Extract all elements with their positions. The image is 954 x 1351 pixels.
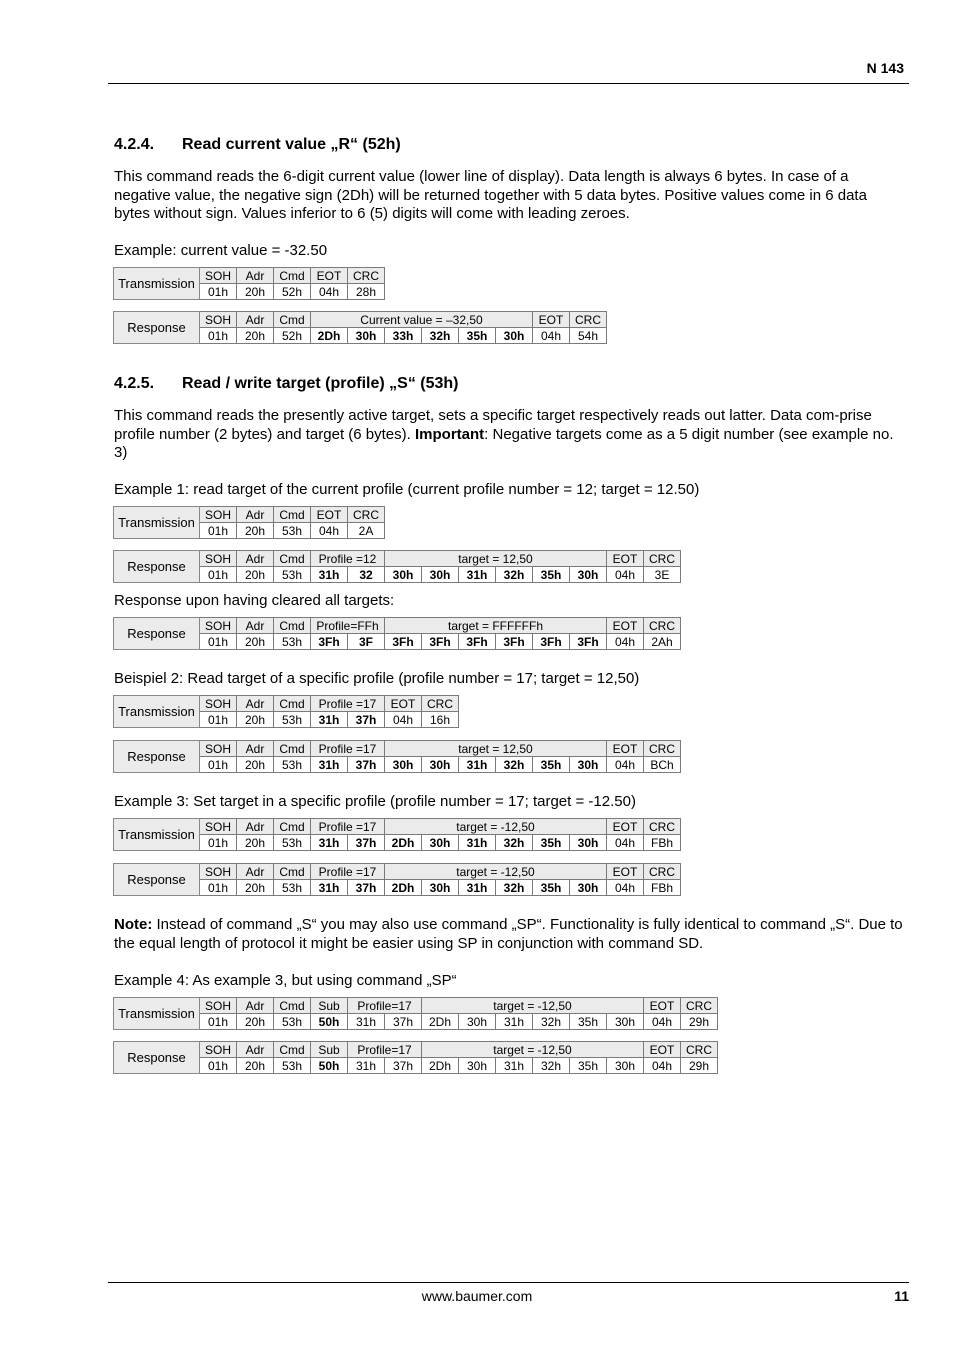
value-cell: 32h <box>496 835 533 851</box>
section-s-body <box>114 407 906 463</box>
value-cell: 04h <box>607 880 644 896</box>
header-cell: EOT <box>607 864 644 880</box>
header-cell: Cmd <box>274 864 311 880</box>
body-emphasis: Important <box>414 425 485 443</box>
header-cell: SOH <box>200 998 237 1014</box>
header-cell: Profile=FFh <box>311 618 385 634</box>
value-cell: 31h <box>496 1014 533 1030</box>
value-cell: 31h <box>348 1058 385 1074</box>
value-cell: 20h <box>237 523 274 539</box>
ex1-transmission-table <box>113 506 385 539</box>
value-cell: 29h <box>681 1058 718 1074</box>
header-cell: Adr <box>237 1042 274 1058</box>
header-cell: EOT <box>607 741 644 757</box>
value-cell: 53h <box>274 835 311 851</box>
row-label: Response <box>114 312 200 344</box>
value-cell: 2Dh <box>385 880 422 896</box>
section-number: 4.2.5. <box>114 375 155 392</box>
header-cell: SOH <box>200 312 237 328</box>
value-cell: 35h <box>533 880 570 896</box>
value-cell: 04h <box>311 523 348 539</box>
value-cell: FBh <box>644 835 681 851</box>
value-cell: 30h <box>422 567 459 583</box>
body-text: This command reads the presently active target, sets a specific target respectively reads out latter. Data com-prise profile number (2 bytes) and target (6 bytes). <box>114 407 872 443</box>
value-cell: 3Fh <box>385 634 422 650</box>
value-cell: 30h <box>570 757 607 773</box>
value-cell: 53h <box>274 567 311 583</box>
value-cell: 20h <box>237 1058 274 1074</box>
section-number: 4.2.4. <box>114 136 155 153</box>
header-cell: Cmd <box>274 551 311 567</box>
value-cell: FBh <box>644 880 681 896</box>
header-cell: SOH <box>200 507 237 523</box>
header-cell: SOH <box>200 551 237 567</box>
value-cell: 04h <box>385 712 422 728</box>
section-r-example: Example: current value = -32.50 <box>114 242 328 259</box>
ex1-response-table <box>113 550 681 583</box>
r-response-table <box>113 311 607 344</box>
header-cell: Adr <box>237 998 274 1014</box>
header-cell: EOT <box>311 268 348 284</box>
value-cell: 37h <box>348 757 385 773</box>
value-cell: 30h <box>570 567 607 583</box>
row-label: Transmission <box>114 819 200 851</box>
value-cell: 53h <box>274 712 311 728</box>
ex2-transmission-table <box>113 695 459 728</box>
value-cell: 20h <box>237 757 274 773</box>
body-text: : Negative targets come as a 5 digit number (see example no. 3) <box>114 425 894 461</box>
header-cell: EOT <box>607 618 644 634</box>
header-cell: CRC <box>644 618 681 634</box>
value-cell: 52h <box>274 328 311 344</box>
value-cell: 30h <box>422 757 459 773</box>
cleared-caption: Response upon having cleared all targets: <box>114 592 395 609</box>
example-3-caption: Example 3: Set target in a specific profile (profile number = 17; target = -12.50) <box>114 793 636 810</box>
row-label: Response <box>114 1042 200 1074</box>
ex4-response-table <box>113 1041 718 1074</box>
header-cell: Cmd <box>274 998 311 1014</box>
value-cell: 3Fh <box>459 634 496 650</box>
value-cell: 30h <box>570 880 607 896</box>
value-cell: 04h <box>533 328 570 344</box>
header-cell: CRC <box>644 819 681 835</box>
value-cell: 30h <box>607 1058 644 1074</box>
header-cell: Adr <box>237 312 274 328</box>
header-cell: SOH <box>200 696 237 712</box>
value-cell: 30h <box>385 757 422 773</box>
header-cell: EOT <box>644 1042 681 1058</box>
value-cell: 30h <box>570 835 607 851</box>
value-cell: 3Fh <box>422 634 459 650</box>
header-cell: EOT <box>607 819 644 835</box>
value-cell: 01h <box>200 1014 237 1030</box>
header-cell: Current value = –32,50 <box>311 312 533 328</box>
value-cell: 3F <box>348 634 385 650</box>
header-cell: Cmd <box>274 696 311 712</box>
value-cell: 31h <box>348 1014 385 1030</box>
header-cell: CRC <box>348 268 385 284</box>
ex3-transmission-table <box>113 818 681 851</box>
header-cell: Cmd <box>274 312 311 328</box>
value-cell: 37h <box>348 880 385 896</box>
value-cell: 54h <box>570 328 607 344</box>
header-cell: Profile =17 <box>311 819 385 835</box>
section-title: Read current value „R“ (52h) <box>182 136 401 153</box>
value-cell: 32h <box>533 1058 570 1074</box>
row-label: Transmission <box>114 998 200 1030</box>
value-cell: 3Fh <box>496 634 533 650</box>
header-cell: Cmd <box>274 741 311 757</box>
section-title: Read / write target (profile) „S“ (53h) <box>182 375 459 392</box>
value-cell: 20h <box>237 880 274 896</box>
value-cell: 33h <box>385 328 422 344</box>
header-cell: target = 12,50 <box>385 551 607 567</box>
header-cell: Adr <box>237 268 274 284</box>
value-cell: 35h <box>570 1058 607 1074</box>
value-cell: 30h <box>607 1014 644 1030</box>
value-cell: 32h <box>422 328 459 344</box>
value-cell: 30h <box>422 880 459 896</box>
example-1-caption: Example 1: read target of the current profile (current profile number = 12; target = 12.50) <box>114 481 700 498</box>
header-cell: Adr <box>237 819 274 835</box>
value-cell: 35h <box>533 757 570 773</box>
value-cell: 53h <box>274 1058 311 1074</box>
header-cell: Cmd <box>274 618 311 634</box>
value-cell: 3E <box>644 567 681 583</box>
section-heading-s <box>114 375 458 393</box>
value-cell: 53h <box>274 880 311 896</box>
header-cell: target = -12,50 <box>385 864 607 880</box>
value-cell: 04h <box>607 634 644 650</box>
value-cell: 30h <box>422 835 459 851</box>
value-cell: 35h <box>533 835 570 851</box>
section-r-body: This command reads the 6-digit current value (lower line of display). Data length is always 6 bytes. In case of a negative value, the negative sign (2Dh) will be returned together with 5 data bytes. Positive values come in 6 data bytes without sign. Values inferior to 6 (5) digits will come with leading zeroes. <box>114 168 867 222</box>
value-cell: 2Dh <box>422 1014 459 1030</box>
value-cell: 37h <box>348 712 385 728</box>
value-cell: 04h <box>311 284 348 300</box>
value-cell: 04h <box>607 567 644 583</box>
header-cell: Cmd <box>274 1042 311 1058</box>
value-cell: 31h <box>311 712 348 728</box>
header-cell: target = -12,50 <box>385 819 607 835</box>
value-cell: 2Ah <box>644 634 681 650</box>
value-cell: 20h <box>237 712 274 728</box>
value-cell: 30h <box>459 1014 496 1030</box>
header-cell: CRC <box>348 507 385 523</box>
value-cell: 01h <box>200 757 237 773</box>
row-label: Response <box>114 551 200 583</box>
value-cell: 2Dh <box>385 835 422 851</box>
header-cell: CRC <box>644 551 681 567</box>
header-cell: CRC <box>644 864 681 880</box>
value-cell: 30h <box>459 1058 496 1074</box>
page-number: 11 <box>894 1288 909 1304</box>
value-cell: 37h <box>385 1014 422 1030</box>
value-cell: 32h <box>496 757 533 773</box>
document-code: N 143 <box>866 60 904 76</box>
ex4-transmission-table <box>113 997 718 1030</box>
value-cell: 31h <box>496 1058 533 1074</box>
header-cell: Adr <box>237 551 274 567</box>
header-cell: Profile =17 <box>311 741 385 757</box>
header-cell: Sub <box>311 1042 348 1058</box>
value-cell: 20h <box>237 567 274 583</box>
cleared-response-table <box>113 617 681 650</box>
value-cell: 53h <box>274 523 311 539</box>
value-cell: 31h <box>311 880 348 896</box>
row-label: Response <box>114 741 200 773</box>
header-cell: SOH <box>200 1042 237 1058</box>
value-cell: 3Fh <box>570 634 607 650</box>
header-cell: EOT <box>311 507 348 523</box>
value-cell: 20h <box>237 835 274 851</box>
header-cell: Adr <box>237 507 274 523</box>
header-cell: CRC <box>681 998 718 1014</box>
header-cell: Cmd <box>274 819 311 835</box>
header-cell: CRC <box>644 741 681 757</box>
value-cell: 30h <box>348 328 385 344</box>
example-4-caption: Example 4: As example 3, but using command „SP“ <box>114 972 457 989</box>
note-paragraph <box>114 916 906 953</box>
header-cell: Profile=17 <box>348 1042 422 1058</box>
note-text: Instead of command „S“ you may also use command „SP“. Functionality is fully identical to command „S“. Due to the equal length of protocol it might be easier using SP in conjunction with command SD. <box>114 916 903 952</box>
value-cell: 52h <box>274 284 311 300</box>
value-cell: 01h <box>200 712 237 728</box>
header-cell: Profile =12 <box>311 551 385 567</box>
row-label: Transmission <box>114 507 200 539</box>
header-cell: CRC <box>681 1042 718 1058</box>
value-cell: 32 <box>348 567 385 583</box>
value-cell: 2A <box>348 523 385 539</box>
value-cell: 04h <box>607 835 644 851</box>
header-cell: SOH <box>200 819 237 835</box>
value-cell: 04h <box>644 1058 681 1074</box>
value-cell: 2Dh <box>422 1058 459 1074</box>
header-cell: EOT <box>607 551 644 567</box>
value-cell: 01h <box>200 567 237 583</box>
value-cell: BCh <box>644 757 681 773</box>
value-cell: 01h <box>200 835 237 851</box>
value-cell: 01h <box>200 328 237 344</box>
value-cell: 37h <box>348 835 385 851</box>
r-transmission-table <box>113 267 385 300</box>
value-cell: 31h <box>311 757 348 773</box>
row-label: Transmission <box>114 696 200 728</box>
header-cell: CRC <box>422 696 459 712</box>
section-heading-r <box>114 136 401 154</box>
value-cell: 53h <box>274 634 311 650</box>
header-cell: Profile =17 <box>311 696 385 712</box>
value-cell: 3Fh <box>311 634 348 650</box>
value-cell: 3Fh <box>533 634 570 650</box>
value-cell: 2Dh <box>311 328 348 344</box>
value-cell: 32h <box>496 567 533 583</box>
row-label: Response <box>114 864 200 896</box>
header-cell: Adr <box>237 741 274 757</box>
header-cell: Cmd <box>274 507 311 523</box>
ex2-response-table <box>113 740 681 773</box>
ex3-response-table <box>113 863 681 896</box>
value-cell: 32h <box>496 880 533 896</box>
value-cell: 31h <box>459 835 496 851</box>
value-cell: 04h <box>644 1014 681 1030</box>
value-cell: 31h <box>459 880 496 896</box>
value-cell: 01h <box>200 1058 237 1074</box>
value-cell: 20h <box>237 634 274 650</box>
value-cell: 50h <box>311 1014 348 1030</box>
value-cell: 20h <box>237 284 274 300</box>
value-cell: 01h <box>200 634 237 650</box>
header-cell: EOT <box>644 998 681 1014</box>
header-cell: Profile =17 <box>311 864 385 880</box>
value-cell: 20h <box>237 1014 274 1030</box>
footer-url: www.baumer.com <box>421 1288 533 1304</box>
value-cell: 01h <box>200 523 237 539</box>
header-cell: target = FFFFFFh <box>385 618 607 634</box>
note-label: Note: <box>114 916 153 933</box>
value-cell: 01h <box>200 284 237 300</box>
value-cell: 16h <box>422 712 459 728</box>
value-cell: 35h <box>533 567 570 583</box>
header-cell: target = -12,50 <box>422 998 644 1014</box>
header-cell: Adr <box>237 864 274 880</box>
header-cell: Adr <box>237 618 274 634</box>
value-cell: 29h <box>681 1014 718 1030</box>
header-rule <box>108 83 909 84</box>
header-cell: CRC <box>570 312 607 328</box>
value-cell: 53h <box>274 1014 311 1030</box>
header-cell: target = 12,50 <box>385 741 607 757</box>
value-cell: 53h <box>274 757 311 773</box>
value-cell: 20h <box>237 328 274 344</box>
header-cell: SOH <box>200 864 237 880</box>
row-label: Response <box>114 618 200 650</box>
header-cell: EOT <box>533 312 570 328</box>
value-cell: 37h <box>385 1058 422 1074</box>
example-2-caption: Beispiel 2: Read target of a specific profile (profile number = 17; target = 12,50) <box>114 670 640 687</box>
value-cell: 32h <box>533 1014 570 1030</box>
value-cell: 50h <box>311 1058 348 1074</box>
header-cell: Cmd <box>274 268 311 284</box>
value-cell: 31h <box>459 757 496 773</box>
value-cell: 31h <box>459 567 496 583</box>
value-cell: 31h <box>311 835 348 851</box>
value-cell: 35h <box>459 328 496 344</box>
header-cell: target = -12,50 <box>422 1042 644 1058</box>
value-cell: 30h <box>496 328 533 344</box>
value-cell: 28h <box>348 284 385 300</box>
header-cell: EOT <box>385 696 422 712</box>
header-cell: Profile=17 <box>348 998 422 1014</box>
header-cell: SOH <box>200 741 237 757</box>
value-cell: 30h <box>385 567 422 583</box>
header-cell: SOH <box>200 618 237 634</box>
value-cell: 35h <box>570 1014 607 1030</box>
row-label: Transmission <box>114 268 200 300</box>
header-cell: Sub <box>311 998 348 1014</box>
footer-rule <box>108 1282 909 1283</box>
value-cell: 04h <box>607 757 644 773</box>
value-cell: 31h <box>311 567 348 583</box>
value-cell: 01h <box>200 880 237 896</box>
header-cell: Adr <box>237 696 274 712</box>
header-cell: SOH <box>200 268 237 284</box>
